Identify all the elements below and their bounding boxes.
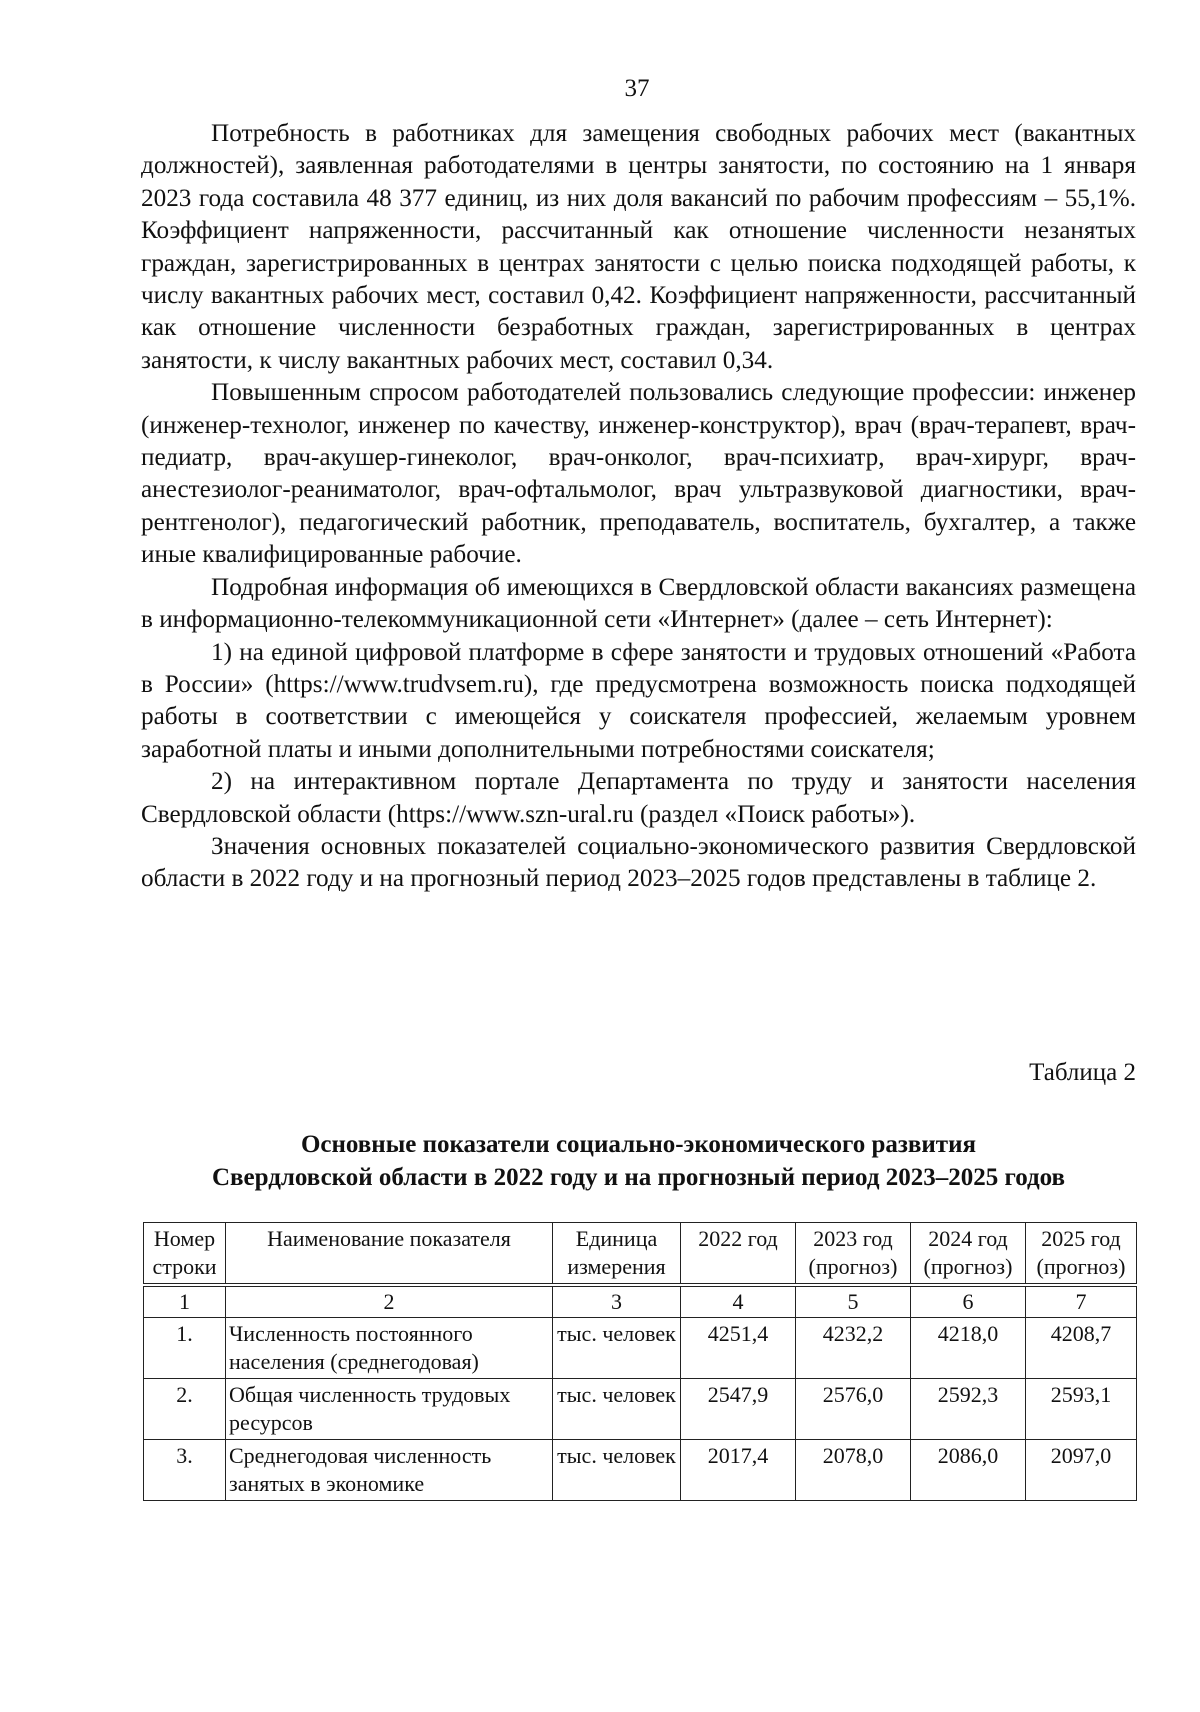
value-2025: 2593,1 [1026,1379,1137,1440]
unit: тыс. человек [553,1379,681,1440]
column-number: 5 [796,1285,911,1318]
header-2023: 2023 год (прогноз) [796,1223,911,1286]
value-2025: 4208,7 [1026,1318,1137,1379]
header-unit: Единица измерения [553,1223,681,1286]
value-2022: 2017,4 [681,1440,796,1501]
table-label: Таблица 2 [1029,1059,1136,1086]
indicator-name: Численность постоянного населения (среднегодовая) [226,1318,553,1379]
table-row [144,1440,1137,1501]
paragraph-trudvsem: 1) на единой цифровой платформе в сфере занятости и трудовых отношений «Работа в России» (https://www.trudvsem.ru), где предусмотрена возможность поиска подходящей работы в соответствии с имеющейся у соискателя профессией, желаемым уровнем заработной платы и иными дополнительными потребностями соискателя; [141,638,1136,763]
column-number: 7 [1026,1285,1137,1318]
table-title-line-2: Свердловской области в 2022 году и на прогнозный период 2023–2025 годов [211,1164,1065,1191]
table-row [144,1379,1137,1440]
column-number: 2 [226,1285,553,1318]
indicators-table [143,1222,1137,1501]
column-numbers-row [144,1285,1137,1318]
value-2025: 2097,0 [1026,1440,1137,1501]
paragraph-indicators-intro: Значения основных показателей социально-экономического развития Свердловской области в 2022 году и на прогнозный период 2023–2025 годов представлены в таблице 2. [141,832,1136,893]
row-number: 2. [144,1379,226,1440]
value-2024: 2086,0 [911,1440,1026,1501]
table-row [144,1318,1137,1379]
value-2024: 2592,3 [911,1379,1026,1440]
paragraph-vacancies: Потребность в работниках для замещения свободных рабочих мест (вакантных должностей), заявленная работодателями в центры занятости, по состоянию на 1 января 2023 года составила 48 377 единиц, из них доля вакансий по рабочим профессиям – 55,1%. Коэффициент напряженности, рассчитанный как отношение численности незанятых граждан, зарегистрированных в центрах занятости с целью поиска подходящей работы, к числу вакантных рабочих мест, составил 0,42. Коэффициент напряженности, рассчитанный как отношение численности безработных граждан, зарегистрированных в центрах занятости, к числу вакантных рабочих мест, составил 0,34. [141,120,1136,374]
column-number: 6 [911,1285,1026,1318]
paragraph-internet-info: Подробная информация об имеющихся в Свердловской области вакансиях размещена в информационно-телекоммуникационной сети «Интернет» (далее – сеть Интернет): [141,573,1136,634]
value-2022: 4251,4 [681,1318,796,1379]
column-number: 4 [681,1285,796,1318]
value-2022: 2547,9 [681,1379,796,1440]
paragraph-szn-portal: 2) на интерактивном портале Департамента по труду и занятости населения Свердловской области (https://www.szn-ural.ru (раздел «Поиск работы»). [141,768,1136,828]
column-number: 3 [553,1285,681,1318]
header-2024: 2024 год (прогноз) [911,1223,1026,1286]
table-title-line-1: Основные показатели социально-экономического развития [300,1131,977,1158]
header-2025: 2025 год (прогноз) [1026,1223,1137,1286]
header-2022: 2022 год [681,1223,796,1286]
page-number: 37 [624,75,650,102]
unit: тыс. человек [553,1318,681,1379]
value-2024: 4218,0 [911,1318,1026,1379]
column-number: 1 [144,1285,226,1318]
row-number: 3. [144,1440,226,1501]
table-title [141,1128,1136,1194]
header-indicator-name: Наименование показателя [226,1223,553,1286]
body-text [141,118,1136,896]
table-header-row [144,1223,1137,1286]
header-row-number: Номер строки [144,1223,226,1286]
unit: тыс. человек [553,1440,681,1501]
paragraph-professions: Повышенным спросом работодателей пользовались следующие профессии: инженер (инженер-технолог, инженер по качеству, инженер-конструктор), врач (врач-терапевт, врач-педиатр, врач-акушер-гинеколог, врач-онколог, врач-психиатр, врач-хирург, врач-анестезиолог-реаниматолог, врач-офтальмолог, врач ультразвуковой диагностики, врач-рентгенолог), педагогический работник, преподаватель, воспитатель, бухгалтер, а также иные квалифицированные рабочие. [141,379,1136,569]
value-2023: 2576,0 [796,1379,911,1440]
row-number: 1. [144,1318,226,1379]
value-2023: 2078,0 [796,1440,911,1501]
value-2023: 4232,2 [796,1318,911,1379]
indicator-name: Общая численность трудовых ресурсов [226,1379,553,1440]
indicator-name: Среднегодовая численность занятых в экономике [226,1440,553,1501]
